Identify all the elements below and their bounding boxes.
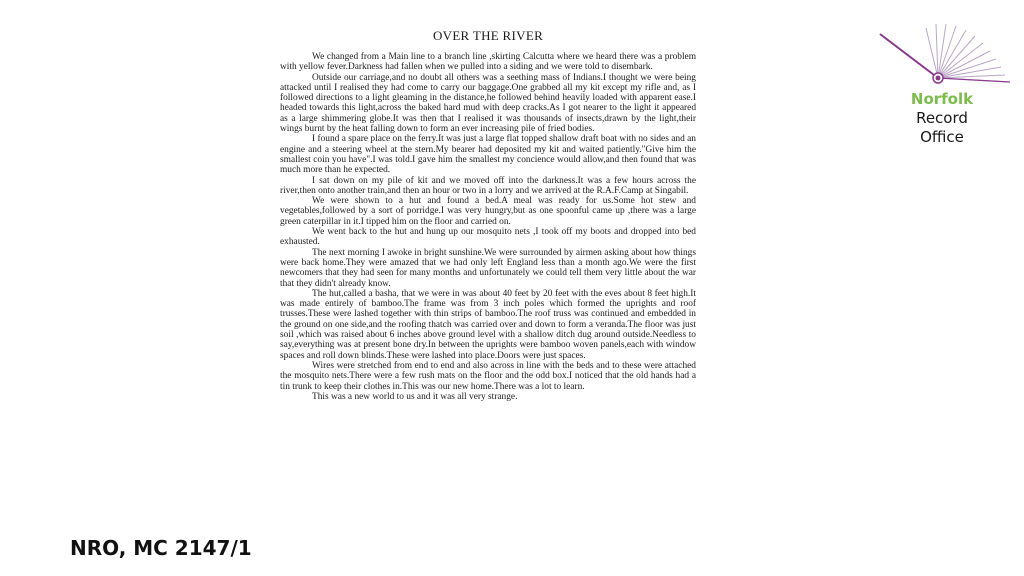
paragraph: This was a new world to us and it was all very strange. (312, 391, 518, 402)
document-body (280, 52, 696, 402)
paragraph: I sat down on my pile of kit and we moved off into the darkness.It was a few hours across the river,then onto another train,and then an hour or two in a lorry and we arrived at the R.A.F.Camp at Singabil. (280, 175, 696, 196)
sunburst-icon (876, 22, 1012, 92)
document-title: OVER THE RIVER (432, 28, 544, 43)
paragraph: I found a spare place on the ferry.It was just a large flat topped shallow draft boat with no sides and an engine and a steering wheel at the stern.My bearer had deposited my kit and waited patiently."Give him the smallest coin you have".I was told.I gave him the smallest my concience would allow,and then found that was much more than he expected. (280, 134, 696, 176)
paragraph: The hut,called a basha, that we were in was about 40 feet by 20 feet with the eves about 8 feet high.It was made entirely of bamboo.The frame was from 3 inch poles which formed the uprights and roof trusses.These were lashed together with thin strips of bamboo.The roof truss was continued and embedded in the ground on one side,and the roofing thatch was carried over and down to form a veranda.The floor was just soil ,which was raised about 6 inches above ground level with a shallow ditch dug around outside.Needless to say,everything was at present bone dry.In between the uprights were bamboo woven panels,each with window spaces and roll down blinds.These were lashed into place.Doors were just spaces. (280, 288, 696, 361)
document-page (280, 28, 696, 402)
paragraph: Wires were stretched from end to end and also across in line with the beds and to these were attached the mosquito nets.There were a few rush mats on the floor and the odd box.I noticed that the old hands had a tin trunk to keep their clothes in.This was our new home.There was a lot to learn. (280, 360, 696, 392)
norfolk-record-office-logo (876, 22, 1012, 152)
logo-record: Record (916, 109, 968, 127)
logo-office: Office (920, 128, 964, 146)
paragraph: We changed from a Main line to a branch line ,skirting Calcutta where we heard there was a problem with yellow fever.Darkness had fallen when we pulled into a siding and we were told to disembark. (280, 52, 696, 73)
logo-wordmark (876, 90, 1008, 147)
paragraph: The next morning I awoke in bright sunshine.We were surrounded by airmen asking about how things were back home.They were amazed that we had only left England less than a month ago.We were the first newcomers that they had seen for many months and unfortunately we could tell them very little about the war that they didn't already know. (280, 247, 696, 289)
paragraph: We were shown to a hut and found a bed.A meal was ready for us.Some hot stew and vegetables,followed by a sort of porridge.I was very hungry,but as one spoonful came up ,there was a large green caterpillar in it.I tipped him on the floor and carried on. (280, 196, 696, 227)
archive-reference: NRO, MC 2147/1 (70, 536, 252, 560)
logo-norfolk: Norfolk (910, 90, 974, 108)
paragraph: Outside our carriage,and no doubt all others was a seething mass of Indians.I thought we were being attacked until I realised they had come to carry our baggage.One grabbed all my kit except my rifle and, as I followed directions to a light gleaming in the distance,he followed behind heavily loaded with apparent ease.I headed towards this light,across the baked hard mud with deep cracks.As I got nearer to the light it appeared as a large shimmering globe.It was then that I realised it was thousands of insects,drawn by the light,their wings burnt by the heat falling down to form an ever increasing pile of fried bodies. (280, 72, 696, 135)
paragraph: We went back to the hut and hung up our mosquito nets ,I took off my boots and dropped into bed exhausted. (280, 227, 696, 248)
